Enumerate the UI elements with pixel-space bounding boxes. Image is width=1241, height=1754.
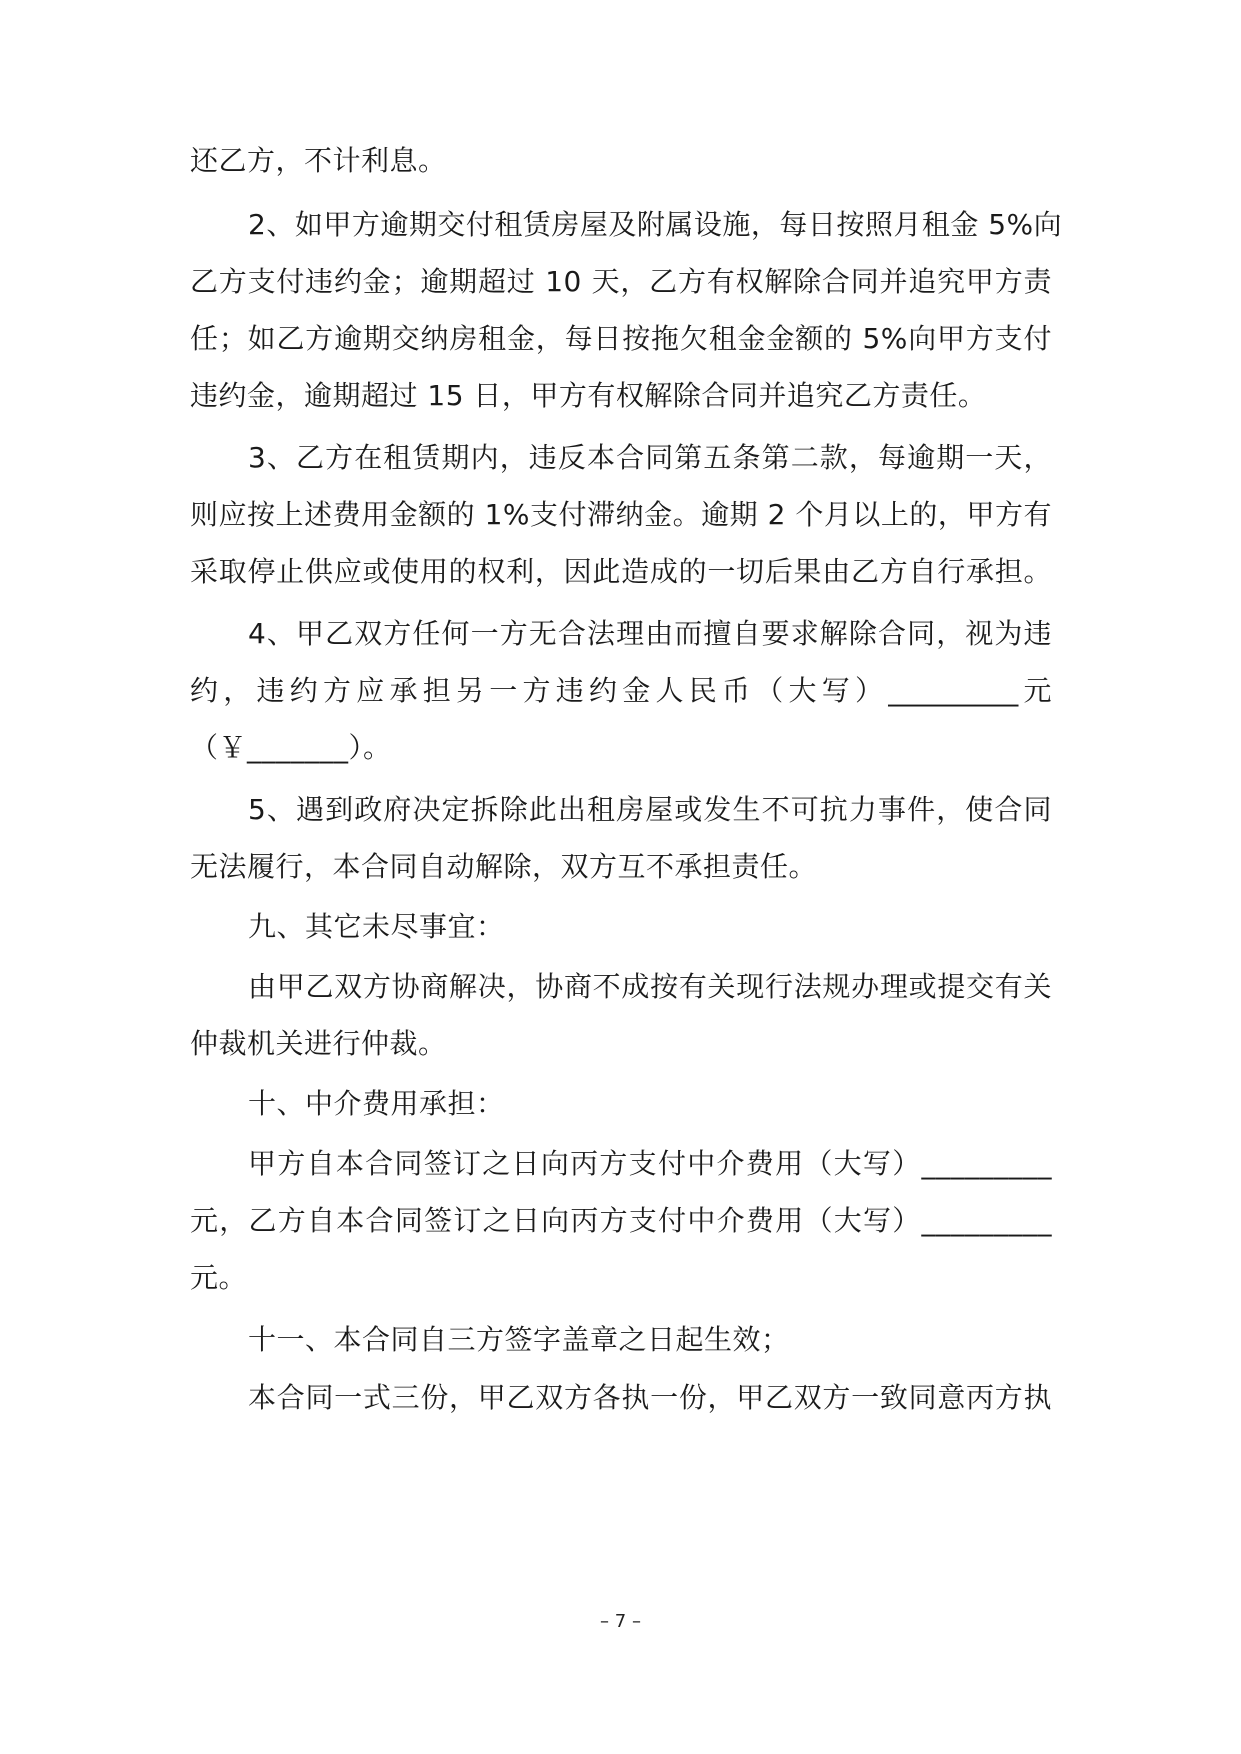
paragraph-line: 3、乙方在租赁期内，违反本合同第五条第二款，每逾期一天， [248, 441, 1052, 474]
paragraph-line: 约，违约方应承担另一方违约金人民币（大写）_________元 [190, 674, 1052, 707]
paragraph-line: 由甲乙双方协商解决，协商不成按有关现行法规办理或提交有关 [248, 970, 1052, 1003]
section-heading: 九、其它未尽事宜： [248, 910, 505, 943]
paragraph-line: 则应按上述费用金额的 1%支付滞纳金。逾期 2 个月以上的，甲方有 [190, 498, 1052, 531]
paragraph-line: 任；如乙方逾期交纳房租金，每日按拖欠租金金额的 5%向甲方支付 [190, 322, 1052, 355]
paragraph-line: 本合同一式三份，甲乙双方各执一份，甲乙双方一致同意丙方执 [248, 1381, 1052, 1414]
section-heading: 十、中介费用承担： [248, 1087, 505, 1120]
paragraph-line: 元，乙方自本合同签订之日向丙方支付中介费用（大写）_________ [190, 1204, 1052, 1237]
paragraph-line: 仲裁机关进行仲裁。 [190, 1027, 447, 1060]
page-number: – 7 – [600, 1611, 641, 1632]
section-heading: 十一、本合同自三方签字盖章之日起生效； [248, 1323, 790, 1356]
paragraph-line: 还乙方，不计利息。 [190, 144, 447, 177]
paragraph-line: 采取停止供应或使用的权利，因此造成的一切后果由乙方自行承担。 [190, 555, 1052, 588]
paragraph-line: 甲方自本合同签订之日向丙方支付中介费用（大写）_________ [248, 1147, 1052, 1180]
paragraph-line: 乙方支付违约金；逾期超过 10 天，乙方有权解除合同并追究甲方责 [190, 265, 1052, 298]
paragraph-line: 5、遇到政府决定拆除此出租房屋或发生不可抗力事件，使合同 [248, 793, 1052, 826]
paragraph-line: （￥_______）。 [190, 731, 392, 764]
paragraph-line: 无法履行，本合同自动解除，双方互不承担责任。 [190, 850, 818, 883]
paragraph-line: 2、如甲方逾期交付租赁房屋及附属设施，每日按照月租金 5%向 [248, 208, 1063, 241]
paragraph-line: 4、甲乙双方任何一方无合法理由而擅自要求解除合同，视为违 [248, 617, 1052, 650]
paragraph-line: 违约金，逾期超过 15 日，甲方有权解除合同并追究乙方责任。 [190, 379, 987, 412]
paragraph-line: 元。 [190, 1261, 248, 1294]
